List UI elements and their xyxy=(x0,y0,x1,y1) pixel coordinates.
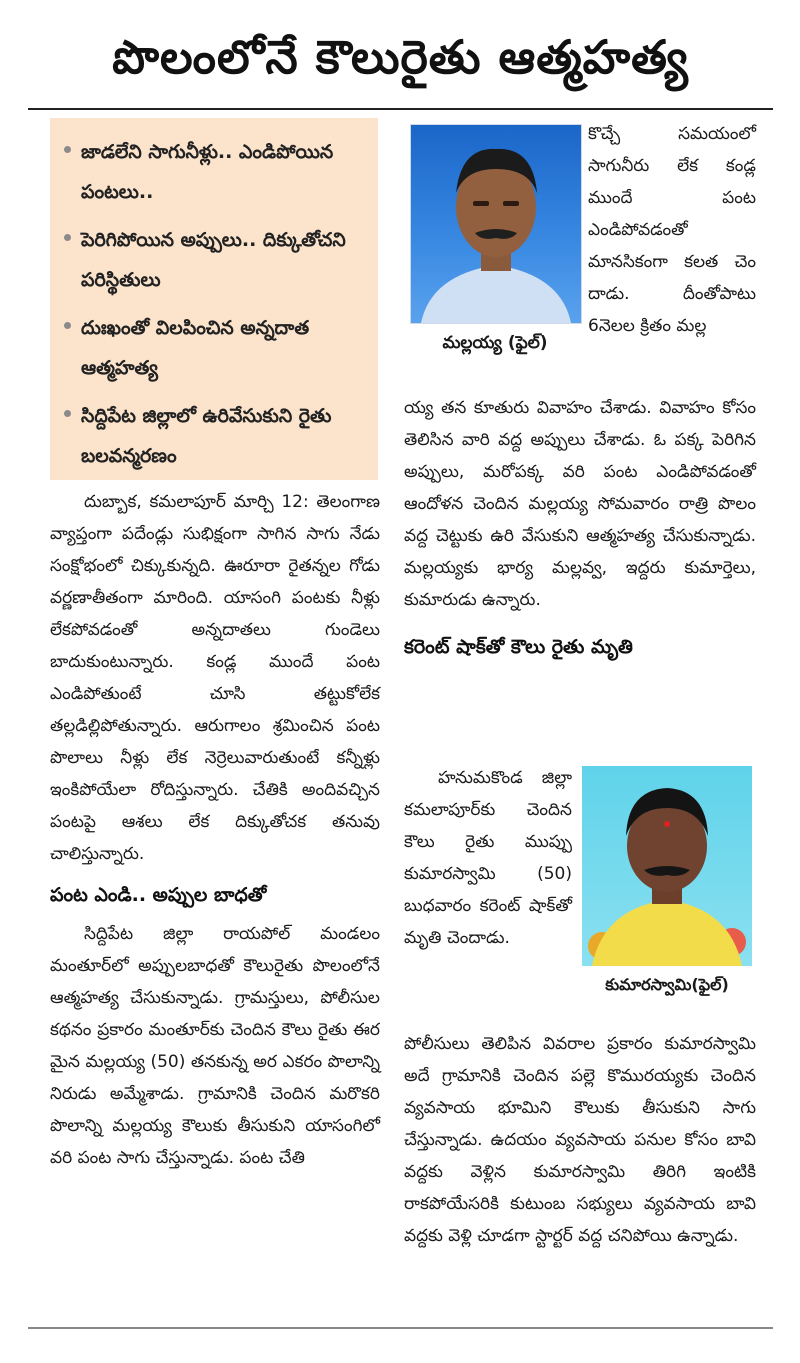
right-column xyxy=(404,392,756,670)
mallaiah-photo xyxy=(410,124,582,324)
kumaraswamy-photo xyxy=(582,766,752,966)
bullet-icon xyxy=(64,322,71,329)
story-paragraph: య్య తన కూతురు వివాహం చేశాడు. వివాహం కోసం తెలిసిన వారి వద్ద అప్పులు చేశాడు. ఓ పక్క పెరిగిన అప్పులు, మరోపక్క వరి పంట ఎండిపోవడంతో ఆందోళన చెందిన మల్లయ్య సోమవారం రాత్రి పొలం వద్ద చెట్టుకు ఉరి వేసుకుని ఆత్మహత్య చేసుకున్నాడు. మల్లయ్యకు భార్య మల్లవ్వ, ఇద్దరు కుమార్తెలు, కుమారుడు ఉన్నారు. xyxy=(404,398,756,610)
portrait-illustration xyxy=(582,766,752,966)
highlight-item xyxy=(64,132,366,212)
photo-caption: కుమారస్వామి(ఫైల్) xyxy=(605,975,729,994)
bullet-icon xyxy=(64,234,71,241)
right-column-bottom xyxy=(404,1028,756,1252)
bullet-icon xyxy=(64,410,71,417)
story-continuation: కొచ్చే సమయంలో సాగునీరు లేక కండ్ల ముందే పంట ఎండిపోవడంతో మానసికంగా కలత చెం దాడు. దీంతోపాటు 6నెలల క్రితం మల్ల xyxy=(588,124,756,336)
bullet-icon xyxy=(64,146,71,153)
highlight-item xyxy=(64,220,366,300)
subheading-electric-shock: కరెంట్ షాక్‌తో కౌలు రైతు మృతి xyxy=(404,636,633,658)
highlight-text: జాడలేని సాగునీళ్లు.. ఎండిపోయిన పంటలు.. xyxy=(81,141,334,203)
highlight-text: దుఃఖంతో విలపించిన అన్నదాత ఆత్మహత్య xyxy=(81,317,310,379)
right-narrow-text-2 xyxy=(404,762,572,954)
story-paragraph: పోలీసులు తెలిపిన వివరాల ప్రకారం కుమారస్వామి అదే గ్రామానికి చెందిన పల్లె కొమురయ్యకు చెందిన వ్యవసాయ భూమిని కౌలుకు తీసుకుని సాగు చేస్తున్నాడు. ఉదయం వ్యవసాయ పనుల కోసం బావి వద్దకు వెళ్లిన కుమారస్వామి తిరిగి ఇంటికి రాకపోయేసరికి కుటుంబ సభ్యులు వ్యవసాయ బావి వద్దకు వెళ్లి చూడగా స్టార్టర్ వద్ద చనిపోయి ఉన్నాడు. xyxy=(404,1034,756,1246)
headline-rule xyxy=(28,108,773,110)
story-paragraph: హనుమకొండ జిల్లా కమలాపూర్‌కు చెందిన కౌలు రైతు ముప్పు కుమారస్వామి (50) బుధవారం కరెంట్ షాక్‌తో మృతి చెందాడు. xyxy=(404,768,572,948)
highlight-text: పెరిగిపోయిన అప్పులు.. దిక్కుతోచని పరిస్థితులు xyxy=(81,229,346,291)
story-paragraph: సిద్దిపేట జిల్లా రాయపోల్ మండలం మంతూర్‌లో అప్పులబాధతో కౌలురైతు పొలంలోనే ఆత్మహత్య చేసుకున్నాడు. గ్రామస్తులు, పోలీసుల కథనం ప్రకారం మంతూర్‌కు చెందిన కౌలు రైతు ఈర మైన మల్లయ్య (50) తనకున్న అర ఎకరం పొలాన్ని నిరుడు అమ్మేశాడు. గ్రామానికి చెందిన మరొకరి పొలాన్ని మల్లయ్య కౌలుకు తీసుకుని యాసంగిలో వరి పంట సాగు చేస్తున్నాడు. పంట చేతి xyxy=(50,924,380,1168)
subheading-crop-dried: పంట ఎండి.. అప్పుల బాధతో xyxy=(50,884,267,906)
highlight-item xyxy=(64,396,366,476)
highlight-text: సిద్దిపేట జిల్లాలో ఉరివేసుకుని రైతు బలవన్మరణం xyxy=(81,405,332,467)
photo-caption: మల్లయ్య (ఫైల్) xyxy=(442,333,548,353)
left-column xyxy=(50,486,380,1174)
highlights-box xyxy=(50,118,378,480)
portrait-illustration xyxy=(411,125,581,323)
intro-paragraph: దుబ్బాక, కమలాపూర్ మార్చి 12: తెలంగాణ వ్యాప్తంగా పదేండ్లు సుభిక్షంగా సాగిన సాగు నేడు సంక్షోభంలో చిక్కుకున్నది. ఊరూరా రైతన్నల గోడు వర్ణణాతీతంగా మారింది. యాసంగి పంటకు నీళ్లు లేకపోవడంతో అన్నదాతలు గుండెలు బాదుకుంటున్నారు. కండ్ల ముందే పంట ఎండిపోతుంటే చూసి తట్టుకోలేక తల్లడిల్లిపోతున్నారు. ఆరుగాలం శ్రమించిన పంట పొలాలు నీళ్లు లేక నెర్రెలువారుతుంటే కన్నీళ్లు ఇంకిపోయేలా రోదిస్తున్నారు. చేతికి అందివచ్చిన పంటపై ఆశలు లేక దిక్కుతోచక తనువు చాలిస్తున్నారు. xyxy=(50,492,380,864)
highlight-item xyxy=(64,308,366,388)
bottom-rule xyxy=(28,1327,773,1329)
headline: పొలంలోనే కౌలురైతు ఆత్మహత్య xyxy=(112,30,689,84)
right-narrow-text xyxy=(588,118,756,342)
